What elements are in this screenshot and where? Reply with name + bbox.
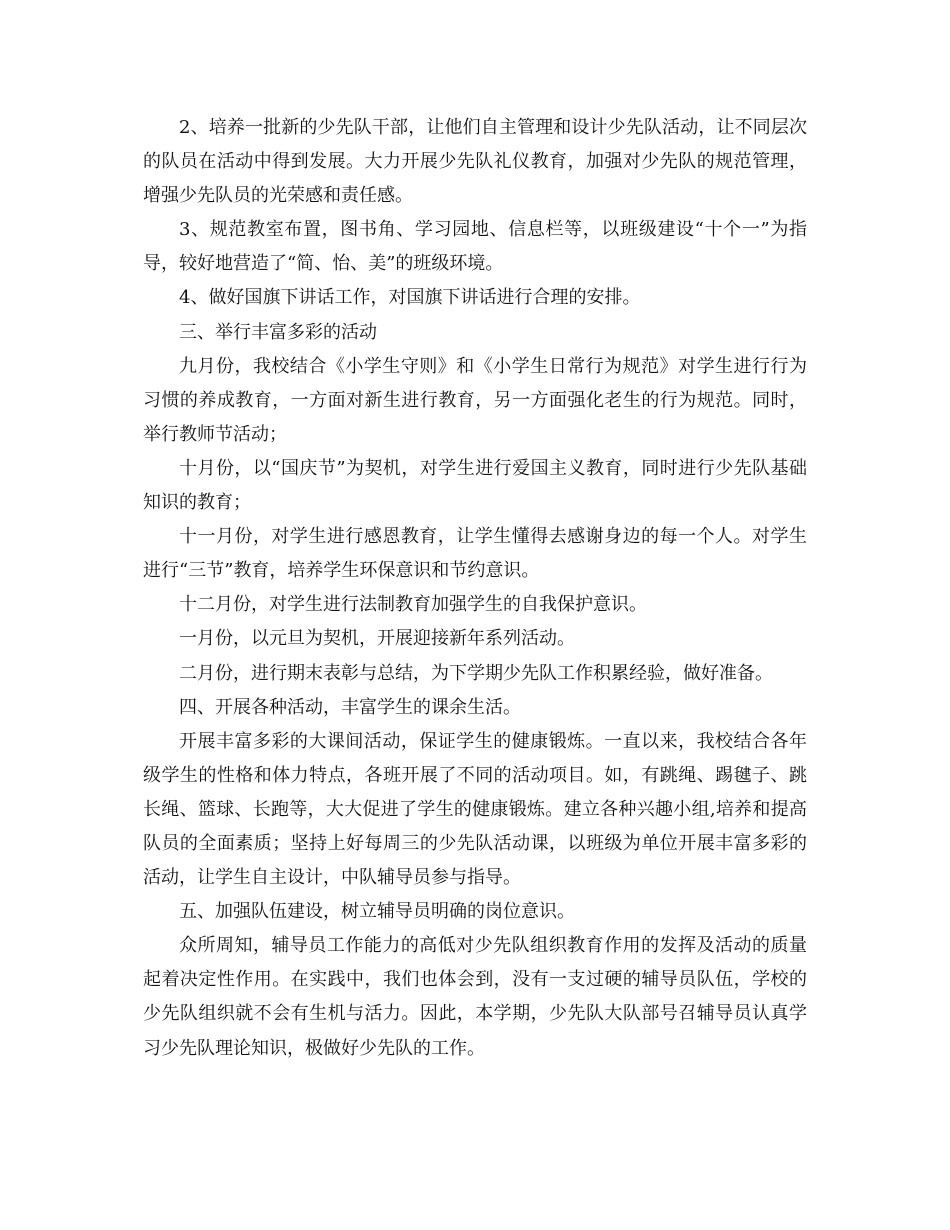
paragraph-flag-speech: 4、做好国旗下讲话工作，对国旗下讲话进行合理的安排。 (179, 287, 641, 309)
paragraph-january: 一月份，以元旦为契机，开展迎接新年系列活动。 (179, 628, 575, 650)
paragraph-december: 十二月份，对学生进行法制教育加强学生的自我保护意识。 (179, 594, 647, 616)
section-heading-extracurricular: 四、开展各种活动，丰富学生的课余生活。 (179, 696, 521, 718)
paragraph-counselor-role: 众所周知，辅导员工作能力的高低对少先队组织教育作用的发挥及活动的质量起着决定性作用。在实践中，我们也体会到，没有一支过硬的辅导员队伍，学校的少先队组织就不会有生机与活力。因此，本学期，少先队大队部号召辅导员认真学习少先队理论知识，极做好少先队的工作。 (143, 935, 807, 1059)
document-body (143, 111, 807, 1066)
section-heading-team-building: 五、加强队伍建设，树立辅导员明确的岗位意识。 (179, 901, 575, 923)
paragraph-november: 十一月份，对学生进行感恩教育，让学生懂得去感谢身边的每一个人。对学生进行“三节”教育，培养学生环保意识和节约意识。 (143, 526, 807, 582)
paragraph-cadre-training: 2、培养一批新的少先队干部，让他们自主管理和设计少先队活动，让不同层次的队员在活动中得到发展。大力开展少先队礼仪教育，加强对少先队的规范管理，增强少先队员的光荣感和责任感。 (143, 117, 807, 207)
paragraph-classroom-layout: 3、规范教室布置，图书角、学习园地、信息栏等，以班级建设“十个一”为指导，较好地营造了“简、怡、美”的班级环境。 (143, 219, 807, 275)
paragraph-recess-activities: 开展丰富多彩的大课间活动，保证学生的健康锻炼。一直以来，我校结合各年级学生的性格和体力特点，各班开展了不同的活动项目。如，有跳绳、踢毽子、跳长绳、篮球、长跑等，大大促进了学生的健康锻炼。建立各种兴趣小组,培养和提高队员的全面素质；坚持上好每周三的少先队活动课，以班级为单位开展丰富多彩的活动，让学生自主设计，中队辅导员参与指导。 (143, 730, 807, 889)
paragraph-september: 九月份，我校结合《小学生守则》和《小学生日常行为规范》对学生进行行为习惯的养成教育，一方面对新生进行教育，另一方面强化老生的行为规范。同时，举行教师节活动； (143, 355, 807, 445)
paragraph-october: 十月份，以“国庆节”为契机，对学生进行爱国主义教育，同时进行少先队基础知识的教育； (143, 457, 807, 514)
paragraph-february: 二月份，进行期末表彰与总结，为下学期少先队工作积累经验，做好准备。 (179, 662, 773, 684)
section-heading-activities: 三、举行丰富多彩的活动 (179, 321, 377, 343)
